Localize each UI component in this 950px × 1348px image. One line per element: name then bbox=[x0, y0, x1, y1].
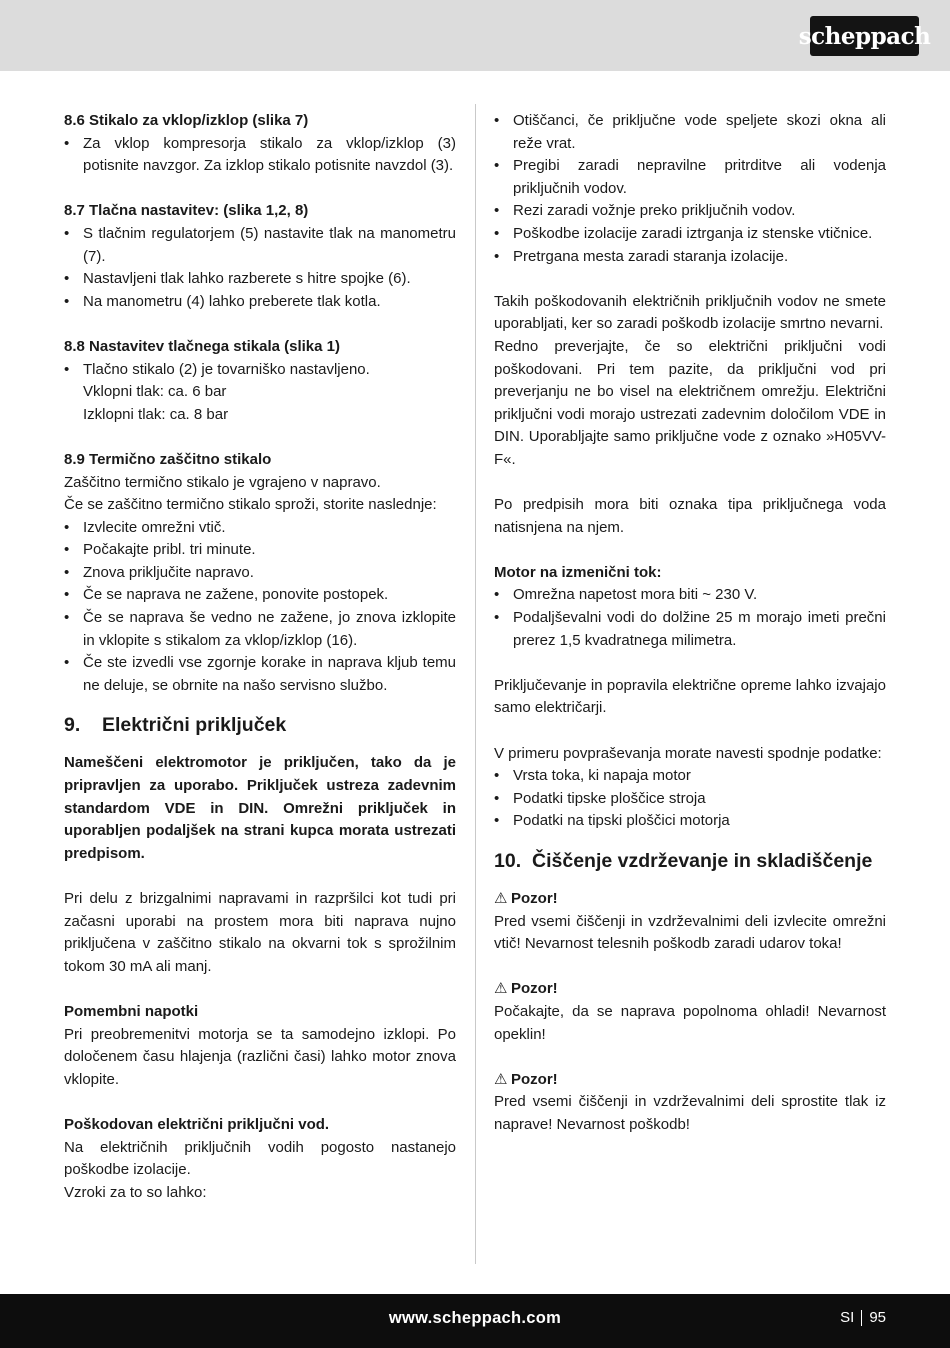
section-8-6-list bbox=[64, 133, 456, 178]
list-item: • Poškodbe izolacije zaradi iztrganja iz stenske vtičnice. bbox=[494, 223, 886, 246]
data-list bbox=[494, 765, 886, 833]
separator bbox=[861, 1310, 862, 1326]
website-link[interactable]: www.scheppach.com bbox=[388, 1309, 562, 1327]
list-item: • Rezi zaradi vožnje preko priključnih vodov. bbox=[494, 200, 886, 223]
section-title: Čiščenje vzdrževanje in skladiščenje bbox=[532, 850, 873, 872]
notes-heading: Pomembni napotki bbox=[64, 1002, 199, 1020]
column-divider bbox=[475, 104, 476, 1264]
paragraph: Redno preverjajte, če so električni priključni vodi poškodovani. Pri tem pazite, da priključni vod pri preverjanju ne bo visel na električnem omrežju. Električni priključni vodi morajo ustrezati zadevnim določilom VDE in DIN. Uporabljajte samo priključne vode z oznako »H05VV-F«. bbox=[494, 337, 886, 468]
section-8-6-heading: 8.6 Stikalo za vklop/izklop (slika 7) bbox=[64, 112, 309, 129]
header-bar bbox=[0, 0, 950, 71]
section-8-9-list bbox=[64, 517, 456, 698]
list-item: • Na manometru (4) lahko preberete tlak kotla. bbox=[64, 291, 456, 314]
page-indicator bbox=[840, 1309, 886, 1326]
notes-text: Pri preobremenitvi motorja se ta samodejno izklopi. Po določenem času hlajenja (različni časi) lahko motor znova vklopite. bbox=[64, 1025, 456, 1088]
list-item: • Podatki tipske ploščice stroja bbox=[494, 788, 886, 811]
list-item: • Podaljševalni vodi do dolžine 25 m morajo imeti prečni prerez 1,5 kvadratnega milimetra. bbox=[494, 607, 886, 652]
language-code: SI bbox=[840, 1309, 855, 1326]
warning-label: ⚠ Pozor! bbox=[494, 978, 886, 1001]
list-item: • Pregibi zaradi nepravilne pritrditve ali vodenja priključnih vodov. bbox=[494, 155, 886, 200]
list-item: • S tlačnim regulatorjem (5) nastavite tlak na manometru (7). bbox=[64, 223, 456, 268]
damaged-cable-heading: Poškodovan električni priključni vod. bbox=[64, 1115, 330, 1133]
section-number: 9. bbox=[64, 714, 81, 737]
warning-text: Počakajte, da se naprava popolnoma ohladi! Nevarnost opeklin! bbox=[494, 1002, 886, 1043]
section-10-heading bbox=[494, 848, 886, 874]
section-title: Električni priključek bbox=[102, 714, 287, 737]
causes-list bbox=[494, 110, 886, 268]
right-column bbox=[494, 110, 886, 1137]
causes-intro: Vzroki za to so lahko: bbox=[64, 1183, 207, 1201]
warning-label: ⚠ Pozor! bbox=[494, 888, 886, 911]
page-number: 95 bbox=[869, 1309, 886, 1326]
list-item: • Nastavljeni tlak lahko razberete s hitre spojke (6). bbox=[64, 268, 456, 291]
list-item: • Če ste izvedli vse zgornje korake in naprava kljub temu ne deluje, se obrnite na našo servisno službo. bbox=[64, 652, 456, 697]
section-8-9-heading: 8.9 Termično zaščitno stikalo bbox=[64, 450, 272, 468]
warning-text: Pred vsemi čiščenji in vzdrževalnimi deli sprostite tlak iz naprave! Nevarnost poškodb! bbox=[494, 1093, 886, 1133]
paragraph: Takih poškodovanih električnih priključnih vodov ne smete uporabljati, ker so zaradi poškodb izolacije smrtno nevarni. bbox=[494, 292, 886, 333]
list-item: • Če se naprava še vedno ne zažene, jo znova izklopite in vklopite s stikalom za vklop/izklop (16). bbox=[64, 607, 456, 652]
paragraph: V primeru povpraševanja morate navesti spodnje podatke: bbox=[494, 744, 882, 762]
list-item: • Za vklop kompresorja stikalo za vklop/izklop (3) potisnite navzgor. Za izklop stikalo potisnite navzdol (3). bbox=[64, 133, 456, 178]
left-column bbox=[64, 110, 456, 1204]
list-item: • Pretrgana mesta zaradi staranja izolacije. bbox=[494, 246, 886, 269]
list-item: • Izvlecite omrežni vtič. bbox=[64, 517, 456, 540]
section-8-7-list bbox=[64, 223, 456, 313]
list-item: • Podatki na tipski ploščici motorja bbox=[494, 810, 886, 833]
paragraph: Po predpisih mora biti oznaka tipa priključnega voda natisnjena na njem. bbox=[494, 496, 886, 536]
section-9-text: Pri delu z brizgalnimi napravami in razpršilci kot tudi pri začasni uporabi na prostem mora biti naprava nujno priključena v zaščitno stikalo na okvarni tok s sprožilnim tokom 30 mA ali manj. bbox=[64, 890, 456, 975]
motor-heading: Motor na izmenični tok: bbox=[494, 563, 662, 581]
list-item: • Vrsta toka, ki napaja motor bbox=[494, 765, 886, 788]
list-item: • Znova priključite napravo. bbox=[64, 562, 456, 585]
list-item: • Omrežna napetost mora biti ~ 230 V. bbox=[494, 584, 886, 607]
section-8-9-text: Zaščitno termično stikalo je vgrajeno v napravo. bbox=[64, 473, 381, 491]
switch-on-pressure: Vklopni tlak: ca. 6 bar bbox=[83, 383, 227, 401]
list-item: • Če se naprava ne zažene, ponovite postopek. bbox=[64, 584, 456, 607]
warning-icon: ⚠ bbox=[494, 980, 508, 998]
section-8-9-text: Če se zaščitno termično stikalo sproži, storite naslednje: bbox=[64, 496, 437, 514]
damaged-cable-text: Na električnih priključnih vodih pogosto nastanejo poškodbe izolacije. bbox=[64, 1138, 456, 1179]
footer-bar bbox=[0, 1294, 950, 1348]
scheppach-logo: scheppach bbox=[810, 16, 919, 56]
list-item: • Počakajte pribl. tri minute. bbox=[64, 539, 456, 562]
section-8-8-heading: 8.8 Nastavitev tlačnega stikala (slika 1) bbox=[64, 337, 340, 355]
section-8-7-heading: 8.7 Tlačna nastavitev: (slika 1,2, 8) bbox=[64, 202, 309, 220]
warning-text: Pred vsemi čiščenji in vzdrževalnimi deli izvlecite omrežni vtič! Nevarnost telesnih poškodb zaradi udarov toka! bbox=[494, 912, 886, 953]
motor-list bbox=[494, 584, 886, 652]
list-item: • Tlačno stikalo (2) je tovarniško nastavljeno. bbox=[64, 359, 456, 382]
section-9-intro: Nameščeni elektromotor je priključen, tako da je pripravljen za uporabo. Priključek ustreza zadevnim standardom VDE in DIN. Omrežni priključek in uporabljen podaljšek na strani kupca morata ustrezati predpisom. bbox=[64, 754, 456, 862]
warning-icon: ⚠ bbox=[494, 890, 508, 907]
switch-off-pressure: Izklopni tlak: ca. 8 bar bbox=[83, 405, 229, 423]
section-number: 10. bbox=[494, 850, 522, 872]
warning-label: ⚠ Pozor! bbox=[494, 1069, 886, 1092]
list-item: • Otiščanci, če priključne vode speljete skozi okna ali reže vrat. bbox=[494, 110, 886, 155]
section-9-heading bbox=[64, 712, 456, 738]
paragraph: Priključevanje in popravila električne opreme lahko izvajajo samo električarji. bbox=[494, 676, 886, 717]
section-8-8-list bbox=[64, 359, 456, 382]
warning-icon: ⚠ bbox=[494, 1070, 508, 1088]
